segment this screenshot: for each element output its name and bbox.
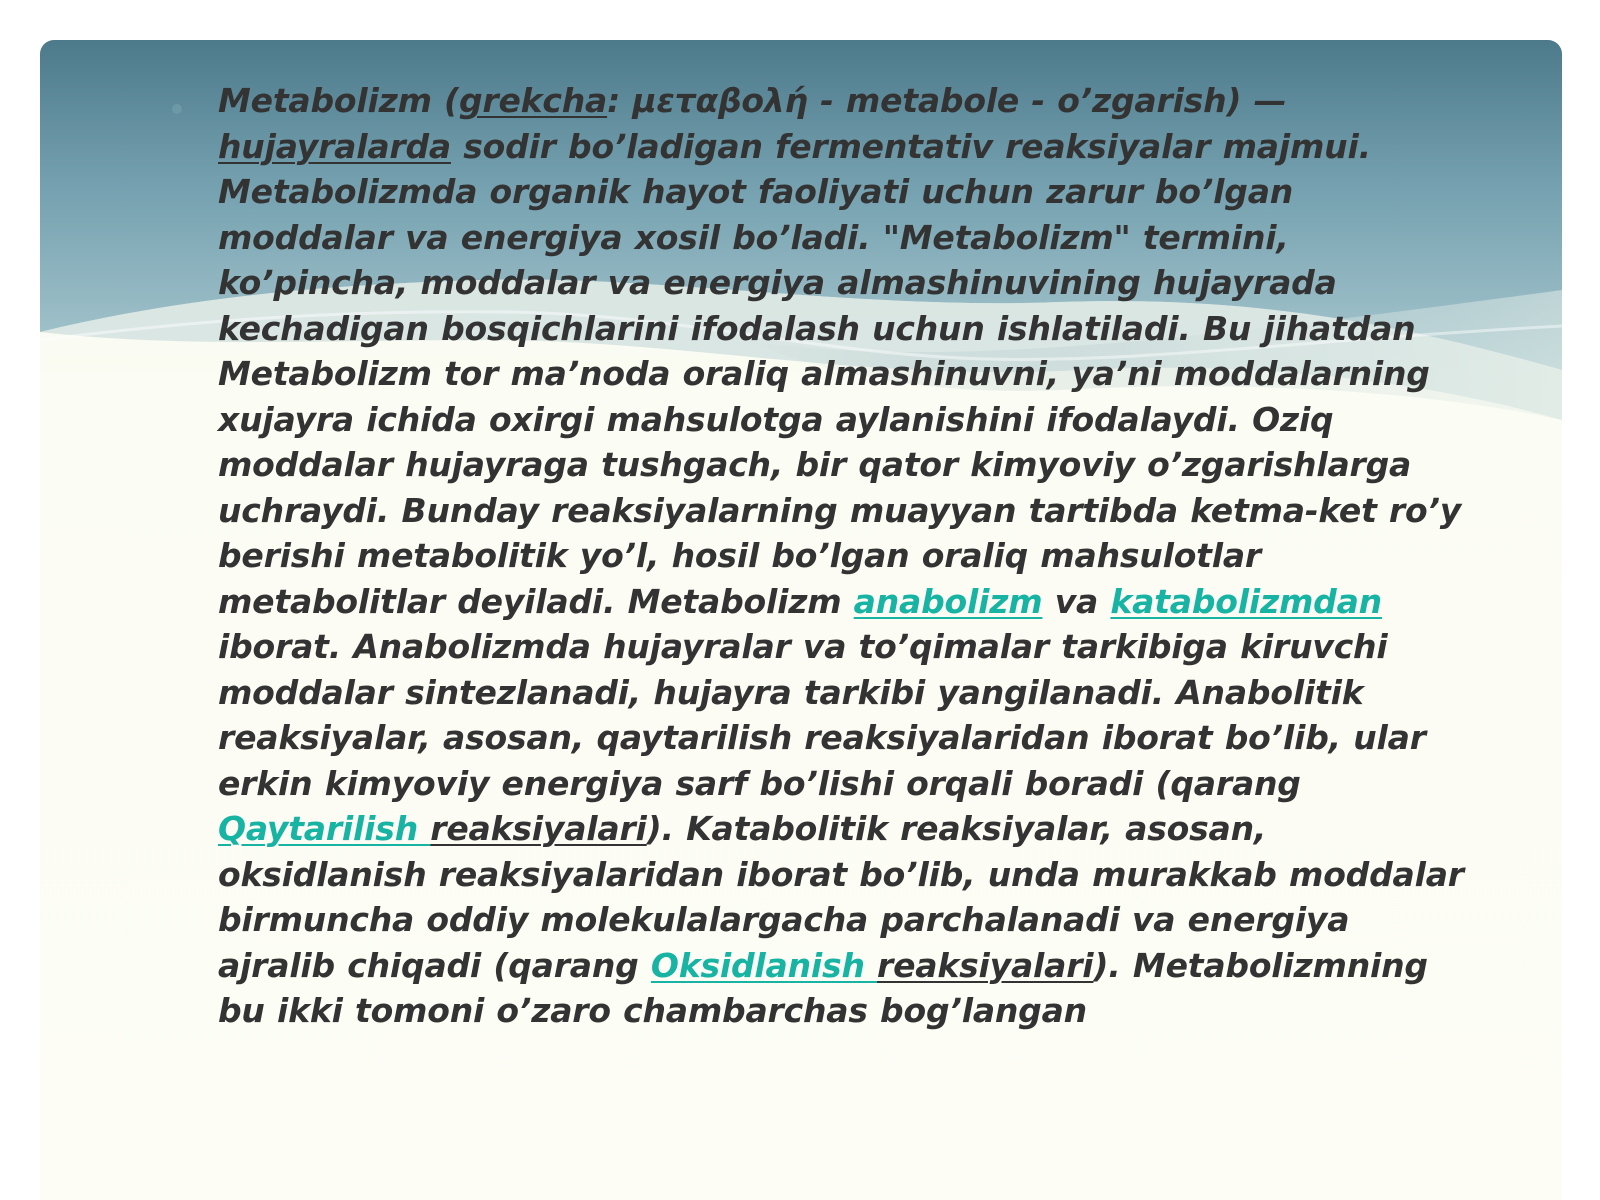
link-qaytarilish[interactable]: Qaytarilish [218, 809, 431, 848]
link-oksidlanish-reaksiyalari[interactable]: reaksiyalari [877, 945, 1094, 985]
text-segment: Metabolizm ( [218, 81, 459, 120]
metabolism-paragraph [218, 78, 1468, 1034]
link-oksidlanish[interactable]: Oksidlanish [650, 945, 878, 985]
link-qaytarilish-reaksiyalari[interactable]: reaksiyalari [430, 809, 647, 848]
text-segment: sodir bo’ladigan fermentativ reaksiyalar majmui. Metabolizmda organik hayot faoliyati uchun zarur bo’lgan moddalar va energiya xosil bo’ladi. "Metabolizm" termini, ko’pincha, moddalar va energiya almashinuvining hujayrada kechadigan bosqichlarini ifodalash uchun ishlatiladi. Bu jihatdan Metabolizm tor ma’noda oraliq almashinuvni, ya’ni moddalarning xujayra ichida oxirgi mahsulotga aylanishini ifodalaydi. Oziq moddalar hujayraga tushgach, bir qator kimyoviy o’zgarishlarga uchraydi. Bunday reaksiyalarning muayyan tartibda ketma-ket ro’y berishi metabolitik yo’l, hosil bo’lgan oraliq mahsulotlar metabolitlar deyiladi. Metabolizm [218, 126, 1462, 621]
text-segment: : μεταβολή - metabole - o’zgarish) — [607, 81, 1287, 120]
bullet-icon [172, 104, 182, 114]
link-anabolizm[interactable]: anabolizm [853, 581, 1043, 621]
link-grekcha[interactable]: grekcha [458, 81, 608, 120]
link-hujayralarda[interactable]: hujayralarda [218, 126, 451, 166]
link-katabolizmdan[interactable]: katabolizmdan [1110, 581, 1382, 621]
content-area [218, 78, 1468, 1034]
slide [40, 40, 1562, 1200]
text-segment: ). Katabolitik reaksiyalar, asosan, oksidlanish reaksiyalaridan iborat bo’lib, unda murakkab moddalar birmuncha oddiy molekulalargacha parchalanadi va energiya ajralib chiqadi (qarang [218, 809, 1464, 985]
text-segment: ). Metabolizmning bu ikki tomoni o’zaro chambarchas bog’langan [218, 945, 1428, 1030]
text-segment: iborat. Anabolizmda hujayralar va to’qimalar tarkibiga kiruvchi moddalar sintezlanadi, hujayra tarkibi yangilanadi. Anabolitik reaksiyalar, asosan, qaytarilish reaksiyalaridan iborat bo’lib, ular erkin kimyoviy energiya sarf bo’lishi orqali boradi (qarang [218, 627, 1426, 803]
text-segment: va [1042, 581, 1111, 621]
